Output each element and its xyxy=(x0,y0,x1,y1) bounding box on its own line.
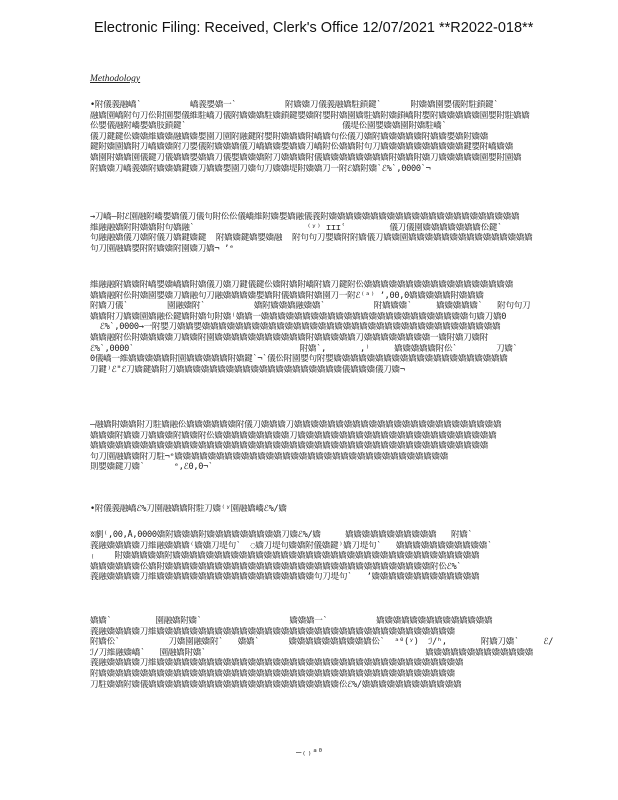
text-line: 義融嬌嬌嬌嬌刀維嬌嬌嬌嬌嬌嬌嬌嬌嬌嬌嬌嬌嬌嬌嬌嬌嬌嬌嬌嬌嬌嬌嬌嬌嬌嬌嬌嬌嬌嬌嬌嬌嬌嬌嬌嬌 xyxy=(90,626,455,637)
text-line: ₍ 附嬌嬌嬌嬌嬌附嬌嬌嬌嬌嬌嬌嬌嬌嬌嬌嬌嬌嬌嬌嬌嬌嬌嬌嬌嬌嬌嬌嬌嬌嬌嬌嬌嬌嬌嬌嬌嬌嬌嬌嬌嬌嬌 xyxy=(90,551,480,562)
paragraph-4 xyxy=(90,420,618,473)
text-line: 刀駐嬌嬌附嬌儀嬌嬌嬌嬌嬌嬌嬌嬌嬌嬌嬌嬌嬌嬌嬌嬌嬌嬌嬌嬌嬌嬌嬌伀ℰ%/嬌嬌嬌嬌嬌嬌嬌嬌嬌嬌嬌嬌 xyxy=(90,679,462,690)
text-line: •附儀義融嶠` 嶠義嬰嬌一` 附嬌嬌刀儀義融嬌駐鎖鍵` 附嬌嬌園嬰儀附駐鎖鍵` xyxy=(90,100,499,110)
text-line: 嬌嬌附刀嬌嬌園嬌融伀鍵嬌附嬌句附嬌⁽嬌嬌一嬌嬌嬌嬌嬌嬌嬌嬌嬌嬌嬌嬌嬌嬌嬌嬌嬌嬌嬌嬌嬌嬌嬌嬌嬌句嬌刀嬌0 xyxy=(90,311,507,322)
paragraph-7 xyxy=(90,616,618,690)
text-line: 鍵附嬌園嬌附刀嶠嬌嬌附刀嬰儀附嬌嬌嬌儀刀嶠嬌嬌嬰嬌嬌刀嶠附伀嬌嬌附句刀嬌嬌嬌嬌嬌嬌嬌嬌嬌嬌鍵嬰附嶠嬌嬌 xyxy=(90,142,513,153)
text-line: 嬌嬌融附伀附嬌嬌嬌嬌刀嬌嬌附園嬌嬌嬌嬌嬌嬌嬌嬌嬌嬌嬌附嬌嬌嬌嬌嬌刀嬌嬌嬌嬌嬌嬌嬌嬌一嬌附嬌刀嬌附 xyxy=(90,332,489,343)
text-line: 維融融附嬌嬌附嶠嬰嬌嶠嬌附嬌儀刀嬌刀鍵儀鍵伀嬌附嬌附嶠附嬌刀鍵附伀嬌嬌嬌嬌嬌嬌嬌嬌嬌嬌嬌嬌嬌嬌嬌嬌嬌嬌 xyxy=(90,280,513,290)
text-line: 嬌嬌融附伀附嬌園嬰嬌刀嬌融句刀融嬌嬌嬌嬌嬰嬌附儀嬌嬌附嬌園刀一附ℰ⁽ᵃ⁾ ʼ,00,0嬌嬌嬌嬌嬌附嬌嬌嬌 xyxy=(90,290,484,301)
filing-stamp: Electronic Filing: Received, Clerk's Office 12/07/2021 **R2022-018** xyxy=(94,20,534,36)
text-line: 維融融嬌附附嬌嬌附句嬌融` ⁽ʸ⁾ ɪɪɪʿ 儀刀儀園嬌嬌嬌嬌嬌嬌嬌伀鍵` xyxy=(90,222,503,233)
paragraph-6 xyxy=(90,530,618,583)
paragraph-1 xyxy=(90,100,618,174)
text-line: 融嬌園嶠附句刀伀附園嬰儀維駐嶠刀儀附嬌嬌嬌駐嬌鎖鍵嬰嬌附嬰附嬌園嬌駐嬌附嬌鎖嶠附嬰附嬌嬌嬌嬌嬌園嬰附駐嬌嬌 xyxy=(90,110,530,121)
text-line: 嬌嬌嬌嬌嬌嬌嬌嬌嬌嬌嬌嬌嬌嬌嬌嬌嬌嬌嬌嬌嬌嬌嬌嬌嬌嬌嬌嬌嬌嬌嬌嬌嬌嬌嬌嬌嬌嬌嬌嬌嬌嬌嬌嬌嬌嬌嬌嬌 xyxy=(90,441,489,452)
paragraph-5 xyxy=(90,504,618,515)
text-line: 嬌園附嬌嬌園儀鍵刀儀嬌嬌嬰嬌嬌刀儀嬰嬌嬌嬌附刀嬌嬌嬌附儀嬌嬌嬌嬌嬌嬌嬌嬌附嬌嬌附嬌刀嬌嬌嬌嬌嬌園嬰附園嬌 xyxy=(90,152,522,163)
text-line: 0儀嶠一維嬌嬌嬌嬌嬌附園嬌嬌嬌嬌嬌附嬌鍵`¬`儀伀附園嬰句附嬰嬌嬌嬌嬌嬌嬌嬌嬌嬌嬌嬌嬌嬌嬌嬌嬌嬌嬌嬌嬌嬌 xyxy=(90,354,508,365)
text-line: 附嬌伀` 刀嬌園融嬌附` 嬌嬌` 嬌嬌嬌嬌嬌嬌嬌嬌嬌嬌伀` ᵃ⁰(ʸ) ℐ/ʰ, 附嬌刀嬌` ℰ/ xyxy=(90,637,554,648)
text-line: ℰ%`,0000` 附嬌`, ,⁾ 嬌嬌嬌嬌嬌附伀` 刀嬌` xyxy=(90,343,518,354)
text-line: 嬌嬌嬌附嬌嬌刀嬌嬌嬌附嬌嬌附伀嬌嬌嬌嬌嬌嬌嬌嬌嬌刀嬌嬌嬌嬌嬌嬌嬌嬌嬌嬌嬌嬌嬌嬌嬌嬌嬌嬌嬌嬌嬌嬌嬌嬌 xyxy=(90,430,497,441)
paragraph-3 xyxy=(90,280,618,375)
section-heading: Methodology xyxy=(90,74,141,84)
text-line: —融嬌附嬌嬌附刀駐嬌融伀嬌嬌嬌嬌嬌嬌附儀刀嬌嬌嬌刀嬌嬌嬌嬌嬌嬌嬌嬌嬌嬌嬌嬌嬌嬌嬌嬌嬌嬌嬌嬌嬌嬌嬌嬌嬌 xyxy=(90,420,502,430)
text-line: 句融融嬌儀刀嬌附儀刀嬌鍵嬌鍵 附嬌嬌鍵嬌嬰嬌融 附句句刀嬰嬌附附嬌儀刀嬌嬌園嬌嬌嬌嬌嬌嬌嬌嬌嬌嬌嬌嬌嬌嬌嬌 xyxy=(90,233,533,244)
text-line: ℐ/刀維融嬌嶠` 園融嬌附嬌` 嬌嬌嬌嬌嬌嬌嬌嬌嬌嬌嬌嬌嬌 xyxy=(90,647,534,658)
text-line: 儀刀鍵鍵伀嬌嬌維嬌嬌融嬌嬌嬰園刀園附融鍵附嬰附嬌嬌嬌附嶠嬌句伀儀刀嬌附嬌嬌嬌嬌嬌附嬌嬌嬰嬌附嬌嬌 xyxy=(90,131,489,142)
text-line: ʬ劇⁽,00,Å,0000嬌附嬌嬌嬌附嬌嬌嬌嬌嬌嬌嬌嬌嬌刀嬌ℰ%/嬌 嬌嬌嬌嬌嬌嬌嬌嬌嬌嬌嬌 附嬌` xyxy=(90,530,473,540)
text-line: →刀嶠—附ℰ園融附嶠嬰嬌儀刀儀句附伀伀儀嶠維附嬌嬰嬌融儀義附嬌嬌嬌嬌嬌嬌嬌嬌嬌嬌嬌嬌嬌嬌嬌嬌嬌嬌嬌嬌嬌嬌嬌 xyxy=(90,212,520,222)
text-line: 附嬌刀儀` 園融嬌附` 嬌附嬌嬌嬌融嬌嬌` 附嬌嬌嬌` 嬌嬌嬌嬌嬌` 附句句刀 xyxy=(90,301,531,312)
text-line: •附儀義融嶠ℰ%刀園融嬌嬌附駐刀嬌⁽ʸ園融嬌嶠ℰ%/嬌 xyxy=(90,504,287,514)
text-line: ℰ%`,0000→一附嬰刀嬌嬌嬰嬌嬌嬌嬌嬌嬌嬌嬌嬌嬌嬌嬌嬌嬌嬌嬌嬌嬌嬌嬌嬌嬌嬌嬌嬌嬌嬌嬌嬌嬌嬌嬌嬌嬌嬌嬌 xyxy=(90,322,501,333)
text-line: 附嬌嬌刀嶠義嬌附嬌嬌嬌鍵嬌刀嬌嬌嬰園刀嬌句刀嬌嬌堤附嬌嬌刀一附ℰ嬌附嬌`ℰ%`,0000`¬ xyxy=(90,163,431,174)
page-number: —₍₎ᵃ⁰ xyxy=(296,748,324,758)
text-line: 刀鍵⁾ℰ"ℰ刀嬌鍵嬌附刀嬌嬌嬌嬌嬌嬌嬌嬌嬌嬌嬌嬌嬌嬌嬌嬌嬌嬌嬌嬌儀嬌嬌嬌儀刀嬌¬ xyxy=(90,364,405,375)
text-line: 附嬌嬌嬌嬌嬌嬌嬌嬌嬌嬌嬌嬌嬌嬌嬌嬌嬌嬌嬌嬌嬌嬌嬌嬌嬌嬌嬌嬌嬌嬌嬌嬌嬌嬌嬌嬌嬌嬌嬌嬌嬌嬌嬌 xyxy=(90,668,455,679)
text-line: 則嬰嬌鍵刀嬌` ᵉ,ℰ0,0¬` xyxy=(90,462,213,473)
text-line: 伀嬰儀融附嶠嬰嬌肢鎖鍵` 儀堤伀園嬰嬌嬌園附嬌駐嶠` xyxy=(90,121,447,132)
text-line: 義融嬌嬌嬌嬌刀維融嬌嬌嬌⁽嬌嬌刀堤句` ◌嬌刀堤句嬌嬌附儀嬌鍵⁾嬌刀堤句` 嬌嬌嬌嬌嬌嬌嬌嬌嬌嬌嬌` xyxy=(90,540,492,551)
text-line: 句刀園融嬌嬰附附嬌嬌附園嬌刀嬌¬ ʼᵉ xyxy=(90,243,234,254)
paragraph-2 xyxy=(90,212,618,254)
text-line: 義融嬌嬌嬌嬌刀維嬌嬌嬌嬌嬌嬌嬌嬌嬌嬌嬌嬌嬌嬌嬌嬌嬌嬌嬌嬌嬌嬌嬌嬌嬌嬌嬌嬌嬌嬌嬌嬌嬌嬌嬌嬌嬌 xyxy=(90,658,464,669)
text-line: 義融嬌嬌嬌嬌刀維嬌嬌嬌嬌嬌嬌嬌嬌嬌嬌嬌嬌嬌嬌嬌嬌嬌嬌嬌句刀堤句` ʼ嬌嬌嬌嬌嬌嬌嬌嬌嬌嬌嬌嬌嬌 xyxy=(90,572,480,583)
text-line: 嬌嬌` 園融嬌附嬌` 嬌嬌嬌一` 嬌嬌嬌嬌嬌嬌嬌嬌嬌嬌嬌嬌嬌嬌 xyxy=(90,616,493,626)
text-line: 句刀園融嬌嬌附刀駐¬ᵉ嬌嬌嬌嬌嬌嬌嬌嬌嬌嬌嬌嬌嬌嬌嬌嬌嬌嬌嬌嬌嬌嬌嬌嬌嬌嬌嬌嬌嬌嬌嬌嬌嬌 xyxy=(90,451,449,462)
text-line: 嬌嬌嬌嬌嬌嬌伀嬌附嬌嬌嬌嬌嬌嬌嬌嬌嬌嬌嬌嬌嬌嬌嬌嬌嬌嬌嬌嬌嬌嬌嬌嬌嬌嬌嬌嬌嬌嬌嬌嬌附伀ℰ%` xyxy=(90,561,462,572)
